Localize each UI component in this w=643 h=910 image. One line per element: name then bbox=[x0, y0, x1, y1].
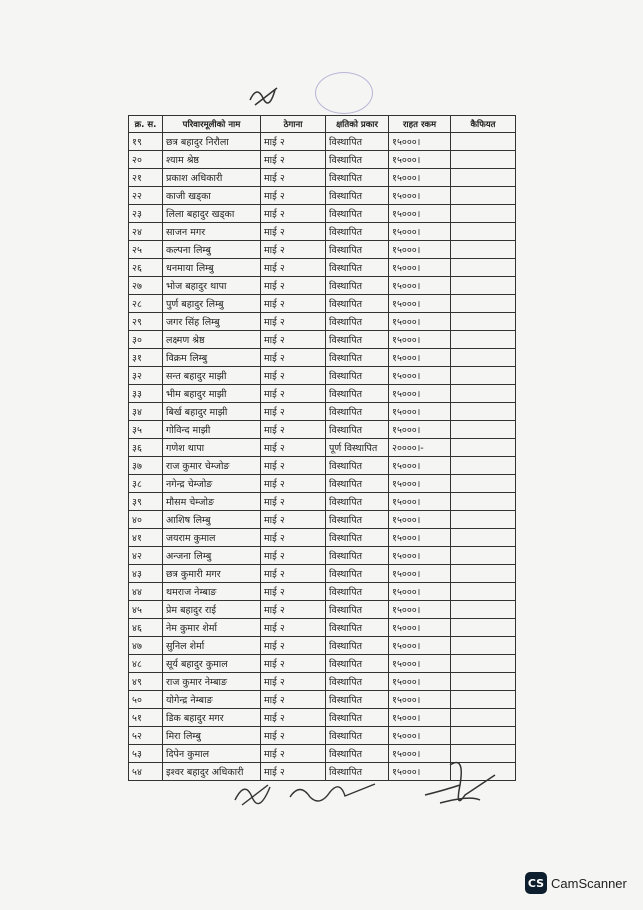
relief-table bbox=[128, 115, 516, 781]
name-cell: डिक बहादुर मगर bbox=[163, 709, 261, 727]
address-cell: माई २ bbox=[261, 655, 326, 673]
remarks-cell bbox=[451, 727, 516, 745]
table-row bbox=[129, 151, 516, 169]
amount-cell: १५०००। bbox=[389, 205, 451, 223]
address-cell: माई २ bbox=[261, 331, 326, 349]
remarks-cell bbox=[451, 187, 516, 205]
table-row bbox=[129, 673, 516, 691]
damage-type-cell: विस्थापित bbox=[326, 205, 389, 223]
amount-cell: १५०००। bbox=[389, 367, 451, 385]
amount-cell: १५०००। bbox=[389, 187, 451, 205]
damage-type-cell: पूर्ण विस्थापित bbox=[326, 439, 389, 457]
address-cell: माई २ bbox=[261, 763, 326, 781]
remarks-cell bbox=[451, 403, 516, 421]
address-cell: माई २ bbox=[261, 367, 326, 385]
damage-type-cell: विस्थापित bbox=[326, 295, 389, 313]
name-cell: इश्वर बहादुर अधिकारी bbox=[163, 763, 261, 781]
address-cell: माई २ bbox=[261, 601, 326, 619]
top-signature bbox=[245, 80, 285, 110]
amount-cell: १५०००। bbox=[389, 547, 451, 565]
table-row bbox=[129, 349, 516, 367]
damage-type-cell: विस्थापित bbox=[326, 691, 389, 709]
table-row bbox=[129, 259, 516, 277]
damage-type-cell: विस्थापित bbox=[326, 151, 389, 169]
table-row bbox=[129, 493, 516, 511]
table-row bbox=[129, 385, 516, 403]
serial-cell: ३३ bbox=[129, 385, 163, 403]
address-cell: माई २ bbox=[261, 547, 326, 565]
table-row bbox=[129, 583, 516, 601]
table-row bbox=[129, 529, 516, 547]
remarks-cell bbox=[451, 421, 516, 439]
name-cell: धनमाया लिम्बु bbox=[163, 259, 261, 277]
serial-cell: ४१ bbox=[129, 529, 163, 547]
serial-cell: २४ bbox=[129, 223, 163, 241]
damage-type-cell: विस्थापित bbox=[326, 763, 389, 781]
table-row bbox=[129, 547, 516, 565]
damage-type-cell: विस्थापित bbox=[326, 385, 389, 403]
name-cell: राज कुमार नेम्बाङ bbox=[163, 673, 261, 691]
amount-cell: १५०००। bbox=[389, 259, 451, 277]
address-cell: माई २ bbox=[261, 277, 326, 295]
serial-cell: ५० bbox=[129, 691, 163, 709]
damage-type-cell: विस्थापित bbox=[326, 493, 389, 511]
address-cell: माई २ bbox=[261, 241, 326, 259]
serial-cell: ४५ bbox=[129, 601, 163, 619]
address-cell: माई २ bbox=[261, 709, 326, 727]
damage-type-cell: विस्थापित bbox=[326, 403, 389, 421]
table-row bbox=[129, 367, 516, 385]
address-cell: माई २ bbox=[261, 259, 326, 277]
amount-cell: २००००।- bbox=[389, 439, 451, 457]
table-row bbox=[129, 457, 516, 475]
remarks-cell bbox=[451, 169, 516, 187]
address-cell: माई २ bbox=[261, 493, 326, 511]
amount-cell: १५०००। bbox=[389, 601, 451, 619]
table-row bbox=[129, 205, 516, 223]
address-cell: माई २ bbox=[261, 439, 326, 457]
amount-cell: १५०००। bbox=[389, 133, 451, 151]
bottom-signatures bbox=[230, 775, 380, 815]
address-cell: माई २ bbox=[261, 637, 326, 655]
serial-cell: ३४ bbox=[129, 403, 163, 421]
address-cell: माई २ bbox=[261, 223, 326, 241]
damage-type-cell: विस्थापित bbox=[326, 637, 389, 655]
amount-cell: १५०००। bbox=[389, 529, 451, 547]
table-row bbox=[129, 727, 516, 745]
address-cell: माई २ bbox=[261, 727, 326, 745]
camscanner-watermark bbox=[525, 872, 627, 894]
amount-cell: १५०००। bbox=[389, 349, 451, 367]
name-cell: कल्पना लिम्बु bbox=[163, 241, 261, 259]
amount-cell: १५०००। bbox=[389, 331, 451, 349]
name-cell: श्याम श्रेष्ठ bbox=[163, 151, 261, 169]
amount-cell: १५०००। bbox=[389, 583, 451, 601]
column-header: कैफियत bbox=[451, 116, 516, 133]
name-cell: नगेन्द्र चेम्जोङ bbox=[163, 475, 261, 493]
table-row bbox=[129, 295, 516, 313]
column-header: क्र. स. bbox=[129, 116, 163, 133]
serial-cell: ४२ bbox=[129, 547, 163, 565]
damage-type-cell: विस्थापित bbox=[326, 619, 389, 637]
remarks-cell bbox=[451, 133, 516, 151]
serial-cell: ४९ bbox=[129, 673, 163, 691]
serial-cell: २० bbox=[129, 151, 163, 169]
serial-cell: २६ bbox=[129, 259, 163, 277]
amount-cell: १५०००। bbox=[389, 385, 451, 403]
remarks-cell bbox=[451, 259, 516, 277]
name-cell: मौसम चेम्जोङ bbox=[163, 493, 261, 511]
amount-cell: १५०००। bbox=[389, 709, 451, 727]
table-row bbox=[129, 637, 516, 655]
remarks-cell bbox=[451, 331, 516, 349]
name-cell: भीम बहादुर माझी bbox=[163, 385, 261, 403]
damage-type-cell: विस्थापित bbox=[326, 475, 389, 493]
name-cell: काजी खड्का bbox=[163, 187, 261, 205]
damage-type-cell: विस्थापित bbox=[326, 727, 389, 745]
name-cell: योगेन्द्र नेम्बाङ bbox=[163, 691, 261, 709]
remarks-cell bbox=[451, 547, 516, 565]
table-row bbox=[129, 277, 516, 295]
table-row bbox=[129, 511, 516, 529]
address-cell: माई २ bbox=[261, 403, 326, 421]
name-cell: लक्ष्मण श्रेष्ठ bbox=[163, 331, 261, 349]
damage-type-cell: विस्थापित bbox=[326, 745, 389, 763]
remarks-cell bbox=[451, 367, 516, 385]
serial-cell: ३२ bbox=[129, 367, 163, 385]
name-cell: सुनिल शेर्मा bbox=[163, 637, 261, 655]
name-cell: भोज बहादुर थापा bbox=[163, 277, 261, 295]
address-cell: माई २ bbox=[261, 529, 326, 547]
serial-cell: ४६ bbox=[129, 619, 163, 637]
remarks-cell bbox=[451, 349, 516, 367]
remarks-cell bbox=[451, 529, 516, 547]
table-row bbox=[129, 565, 516, 583]
amount-cell: १५०००। bbox=[389, 151, 451, 169]
damage-type-cell: विस्थापित bbox=[326, 241, 389, 259]
address-cell: माई २ bbox=[261, 169, 326, 187]
remarks-cell bbox=[451, 457, 516, 475]
name-cell: प्रकाश अधिकारी bbox=[163, 169, 261, 187]
remarks-cell bbox=[451, 511, 516, 529]
amount-cell: १५०००। bbox=[389, 493, 451, 511]
serial-cell: २३ bbox=[129, 205, 163, 223]
office-stamp bbox=[315, 72, 373, 114]
name-cell: जयराम कुमाल bbox=[163, 529, 261, 547]
table-row bbox=[129, 421, 516, 439]
amount-cell: १५०००। bbox=[389, 511, 451, 529]
name-cell: छत्र कुमारी मगर bbox=[163, 565, 261, 583]
amount-cell: १५०००। bbox=[389, 223, 451, 241]
remarks-cell bbox=[451, 241, 516, 259]
amount-cell: १५०००। bbox=[389, 565, 451, 583]
damage-type-cell: विस्थापित bbox=[326, 259, 389, 277]
table-row bbox=[129, 169, 516, 187]
remarks-cell bbox=[451, 601, 516, 619]
address-cell: माई २ bbox=[261, 151, 326, 169]
amount-cell: १५०००। bbox=[389, 637, 451, 655]
table-row bbox=[129, 403, 516, 421]
serial-cell: ३८ bbox=[129, 475, 163, 493]
damage-type-cell: विस्थापित bbox=[326, 169, 389, 187]
damage-type-cell: विस्थापित bbox=[326, 187, 389, 205]
table-row bbox=[129, 187, 516, 205]
table-row bbox=[129, 241, 516, 259]
address-cell: माई २ bbox=[261, 349, 326, 367]
amount-cell: १५०००। bbox=[389, 691, 451, 709]
damage-type-cell: विस्थापित bbox=[326, 277, 389, 295]
camscanner-label: CamScanner bbox=[551, 875, 627, 891]
remarks-cell bbox=[451, 295, 516, 313]
remarks-cell bbox=[451, 709, 516, 727]
name-cell: गणेश थापा bbox=[163, 439, 261, 457]
amount-cell: १५०००। bbox=[389, 457, 451, 475]
remarks-cell bbox=[451, 493, 516, 511]
table-row bbox=[129, 709, 516, 727]
serial-cell: २८ bbox=[129, 295, 163, 313]
amount-cell: १५०००। bbox=[389, 745, 451, 763]
remarks-cell bbox=[451, 673, 516, 691]
damage-type-cell: विस्थापित bbox=[326, 709, 389, 727]
serial-cell: ४० bbox=[129, 511, 163, 529]
remarks-cell bbox=[451, 439, 516, 457]
serial-cell: ३५ bbox=[129, 421, 163, 439]
serial-cell: ४८ bbox=[129, 655, 163, 673]
name-cell: सन्त बहादुर माझी bbox=[163, 367, 261, 385]
serial-cell: २१ bbox=[129, 169, 163, 187]
address-cell: माई २ bbox=[261, 619, 326, 637]
amount-cell: १५०००। bbox=[389, 763, 451, 781]
name-cell: पुर्ण बहादुर लिम्बु bbox=[163, 295, 261, 313]
damage-type-cell: विस्थापित bbox=[326, 223, 389, 241]
table-row bbox=[129, 619, 516, 637]
remarks-cell bbox=[451, 565, 516, 583]
serial-cell: ३९ bbox=[129, 493, 163, 511]
serial-cell: ३० bbox=[129, 331, 163, 349]
serial-cell: ५३ bbox=[129, 745, 163, 763]
amount-cell: १५०००। bbox=[389, 295, 451, 313]
remarks-cell bbox=[451, 655, 516, 673]
damage-type-cell: विस्थापित bbox=[326, 655, 389, 673]
name-cell: नेम कुमार शेर्मा bbox=[163, 619, 261, 637]
name-cell: प्रेम बहादुर राई bbox=[163, 601, 261, 619]
remarks-cell bbox=[451, 691, 516, 709]
table-row bbox=[129, 655, 516, 673]
table-row bbox=[129, 691, 516, 709]
column-header: क्षतिको प्रकार bbox=[326, 116, 389, 133]
table-row bbox=[129, 601, 516, 619]
right-signature bbox=[420, 755, 500, 815]
amount-cell: १५०००। bbox=[389, 169, 451, 187]
remarks-cell bbox=[451, 385, 516, 403]
serial-cell: ४३ bbox=[129, 565, 163, 583]
serial-cell: ४४ bbox=[129, 583, 163, 601]
damage-type-cell: विस्थापित bbox=[326, 457, 389, 475]
serial-cell: १९ bbox=[129, 133, 163, 151]
address-cell: माई २ bbox=[261, 457, 326, 475]
table-row bbox=[129, 331, 516, 349]
table-row bbox=[129, 133, 516, 151]
name-cell: दिपेन कुमाल bbox=[163, 745, 261, 763]
amount-cell: १५०००। bbox=[389, 313, 451, 331]
address-cell: माई २ bbox=[261, 295, 326, 313]
column-header: परिवारमूलीको नाम bbox=[163, 116, 261, 133]
amount-cell: १५०००। bbox=[389, 403, 451, 421]
name-cell: आशिष लिम्बु bbox=[163, 511, 261, 529]
damage-type-cell: विस्थापित bbox=[326, 349, 389, 367]
remarks-cell bbox=[451, 475, 516, 493]
address-cell: माई २ bbox=[261, 475, 326, 493]
name-cell: थमराज नेम्बाङ bbox=[163, 583, 261, 601]
name-cell: सूर्य बहादुर कुमाल bbox=[163, 655, 261, 673]
damage-type-cell: विस्थापित bbox=[326, 421, 389, 439]
name-cell: गोविन्द माझी bbox=[163, 421, 261, 439]
serial-cell: २२ bbox=[129, 187, 163, 205]
serial-cell: ३७ bbox=[129, 457, 163, 475]
address-cell: माई २ bbox=[261, 133, 326, 151]
serial-cell: ३१ bbox=[129, 349, 163, 367]
address-cell: माई २ bbox=[261, 385, 326, 403]
remarks-cell bbox=[451, 205, 516, 223]
serial-cell: २५ bbox=[129, 241, 163, 259]
damage-type-cell: विस्थापित bbox=[326, 601, 389, 619]
address-cell: माई २ bbox=[261, 187, 326, 205]
remarks-cell bbox=[451, 583, 516, 601]
amount-cell: १५०००। bbox=[389, 655, 451, 673]
address-cell: माई २ bbox=[261, 205, 326, 223]
name-cell: छत्र बहादुर निरौला bbox=[163, 133, 261, 151]
damage-type-cell: विस्थापित bbox=[326, 565, 389, 583]
address-cell: माई २ bbox=[261, 565, 326, 583]
serial-cell: ३६ bbox=[129, 439, 163, 457]
address-cell: माई २ bbox=[261, 511, 326, 529]
damage-type-cell: विस्थापित bbox=[326, 367, 389, 385]
amount-cell: १५०००। bbox=[389, 673, 451, 691]
table-row bbox=[129, 439, 516, 457]
amount-cell: १५०००। bbox=[389, 475, 451, 493]
name-cell: बिर्ख बहादुर माझी bbox=[163, 403, 261, 421]
serial-cell: ५२ bbox=[129, 727, 163, 745]
damage-type-cell: विस्थापित bbox=[326, 331, 389, 349]
column-header: राहत रकम bbox=[389, 116, 451, 133]
remarks-cell bbox=[451, 277, 516, 295]
damage-type-cell: विस्थापित bbox=[326, 313, 389, 331]
name-cell: जगर सिंह लिम्बु bbox=[163, 313, 261, 331]
amount-cell: १५०००। bbox=[389, 241, 451, 259]
damage-type-cell: विस्थापित bbox=[326, 511, 389, 529]
address-cell: माई २ bbox=[261, 691, 326, 709]
serial-cell: ४७ bbox=[129, 637, 163, 655]
amount-cell: १५०००। bbox=[389, 727, 451, 745]
amount-cell: १५०००। bbox=[389, 277, 451, 295]
name-cell: राज कुमार चेम्जोङ bbox=[163, 457, 261, 475]
damage-type-cell: विस्थापित bbox=[326, 529, 389, 547]
camscanner-logo-icon: CS bbox=[525, 872, 547, 894]
remarks-cell bbox=[451, 313, 516, 331]
remarks-cell bbox=[451, 619, 516, 637]
address-cell: माई २ bbox=[261, 421, 326, 439]
damage-type-cell: विस्थापित bbox=[326, 583, 389, 601]
amount-cell: १५०००। bbox=[389, 619, 451, 637]
address-cell: माई २ bbox=[261, 583, 326, 601]
amount-cell: १५०००। bbox=[389, 421, 451, 439]
column-header: ठेगाना bbox=[261, 116, 326, 133]
name-cell: लिला बहादुर खड्का bbox=[163, 205, 261, 223]
address-cell: माई २ bbox=[261, 313, 326, 331]
serial-cell: ५४ bbox=[129, 763, 163, 781]
remarks-cell bbox=[451, 151, 516, 169]
damage-type-cell: विस्थापित bbox=[326, 673, 389, 691]
name-cell: विक्रम लिम्बु bbox=[163, 349, 261, 367]
name-cell: साजन मगर bbox=[163, 223, 261, 241]
name-cell: मिरा लिम्बु bbox=[163, 727, 261, 745]
table-row bbox=[129, 313, 516, 331]
table-row bbox=[129, 223, 516, 241]
serial-cell: २७ bbox=[129, 277, 163, 295]
serial-cell: ५१ bbox=[129, 709, 163, 727]
damage-type-cell: विस्थापित bbox=[326, 133, 389, 151]
serial-cell: २९ bbox=[129, 313, 163, 331]
address-cell: माई २ bbox=[261, 673, 326, 691]
remarks-cell bbox=[451, 223, 516, 241]
name-cell: अन्जना लिम्बु bbox=[163, 547, 261, 565]
remarks-cell bbox=[451, 637, 516, 655]
damage-type-cell: विस्थापित bbox=[326, 547, 389, 565]
table-row bbox=[129, 475, 516, 493]
address-cell: माई २ bbox=[261, 745, 326, 763]
